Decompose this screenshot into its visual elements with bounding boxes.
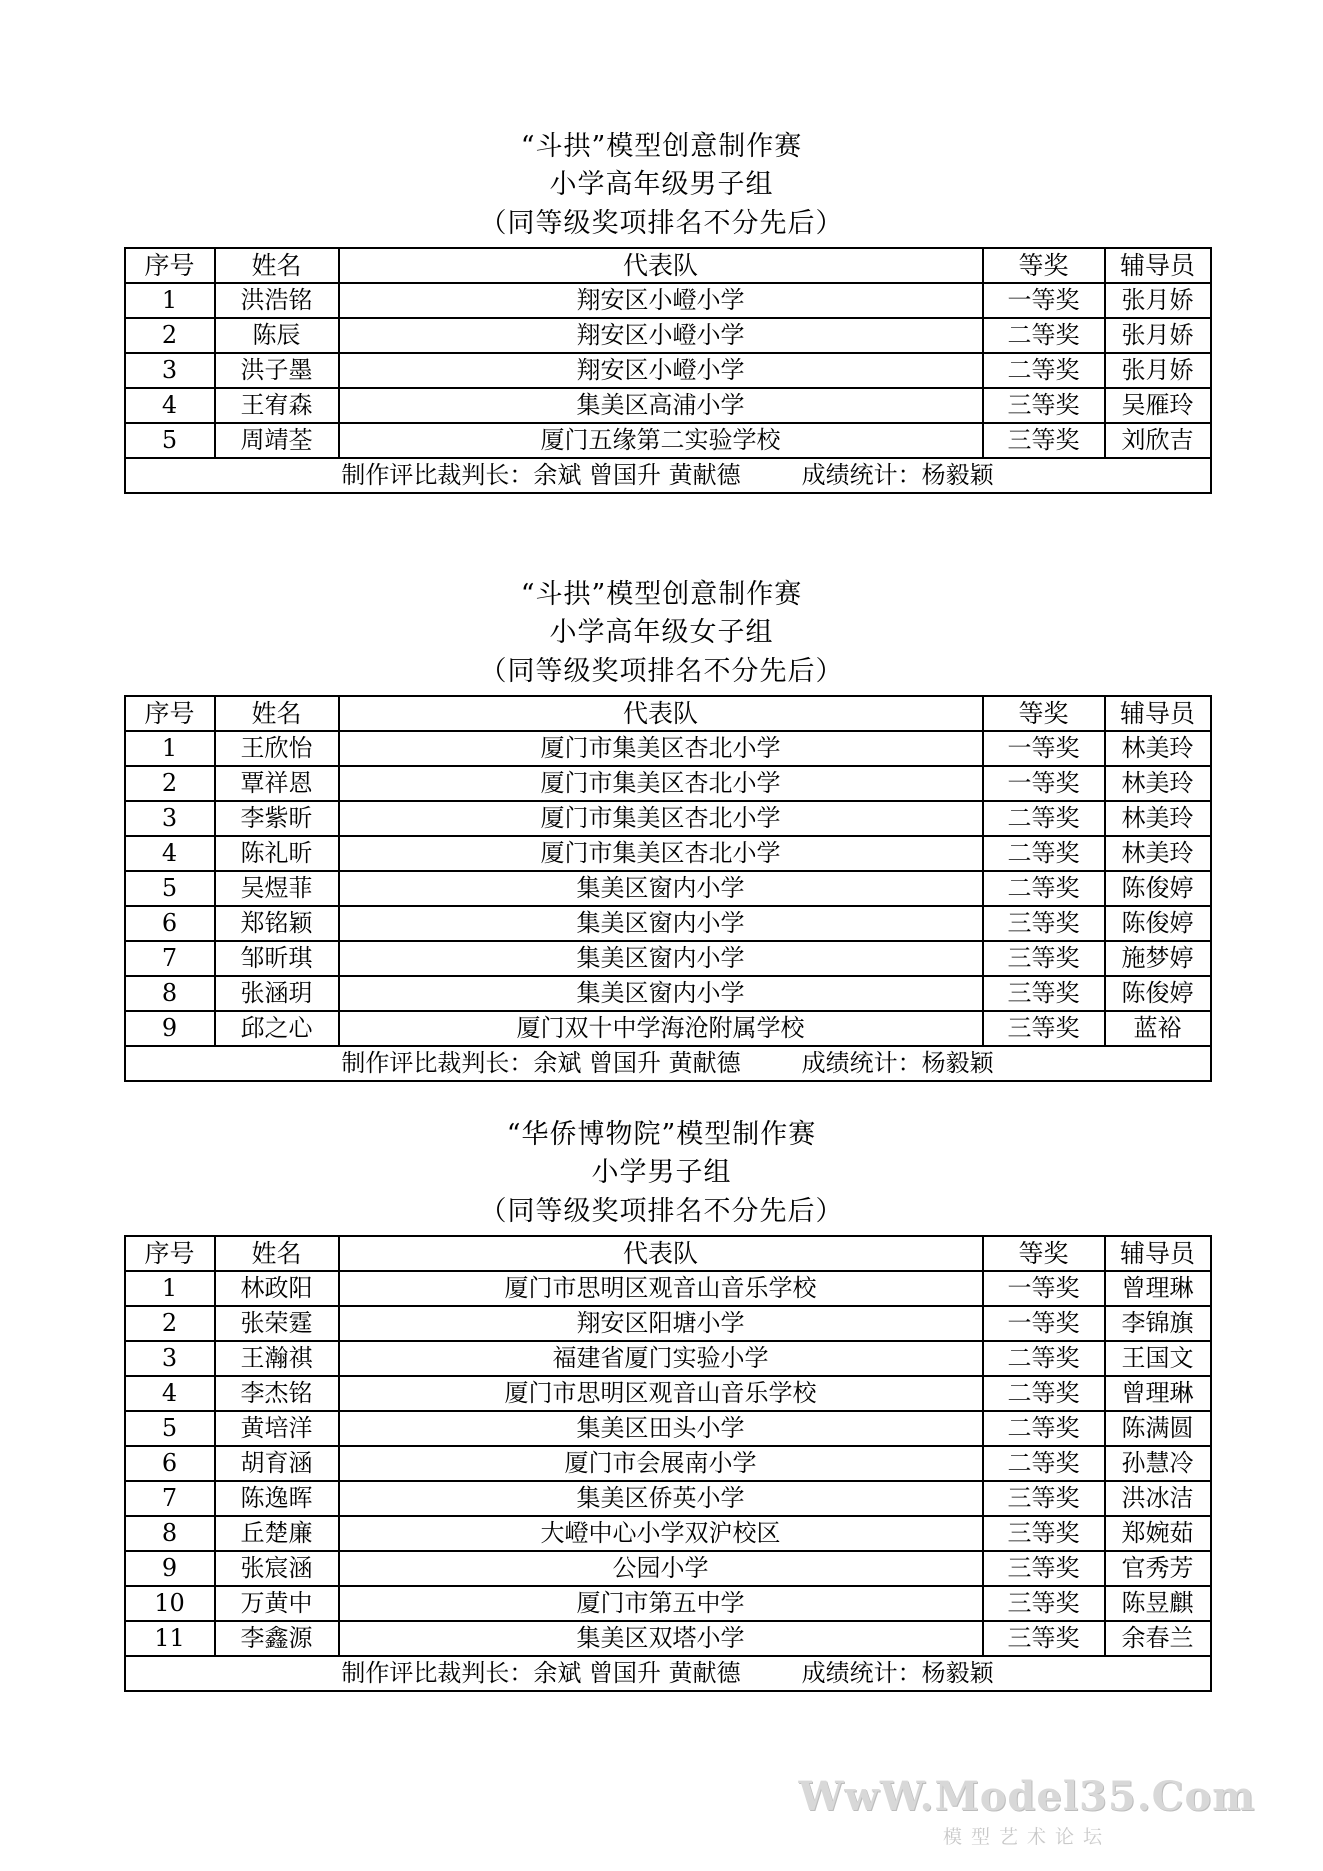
cell-name: 洪浩铭 xyxy=(215,283,339,318)
cell-coach: 曾理琳 xyxy=(1105,1376,1211,1411)
table-row xyxy=(125,906,1211,941)
cell-name: 周靖荃 xyxy=(215,423,339,458)
cell-coach: 林美玲 xyxy=(1105,731,1211,766)
cell-index: 5 xyxy=(125,423,215,458)
cell-award: 三等奖 xyxy=(983,976,1105,1011)
cell-name: 丘楚廉 xyxy=(215,1516,339,1551)
cell-name: 万黄中 xyxy=(215,1586,339,1621)
judges-note xyxy=(125,1656,1211,1691)
column-header-team: 代表队 xyxy=(339,1236,983,1271)
cell-name: 陈辰 xyxy=(215,318,339,353)
table-row xyxy=(125,1446,1211,1481)
cell-coach: 施梦婷 xyxy=(1105,941,1211,976)
cell-award: 一等奖 xyxy=(983,1306,1105,1341)
cell-award: 三等奖 xyxy=(983,941,1105,976)
cell-name: 邱之心 xyxy=(215,1011,339,1046)
table-row xyxy=(125,871,1211,906)
section-2-titles xyxy=(124,576,1200,691)
cell-team: 集美区窗内小学 xyxy=(339,941,983,976)
section-3-title-line-1: “华侨博物院”模型制作赛 xyxy=(506,1118,817,1150)
section-gap-1 xyxy=(0,494,1323,576)
table-row xyxy=(125,1481,1211,1516)
section-2-title-line-1: “斗拱”模型创意制作赛 xyxy=(520,578,803,610)
cell-award: 二等奖 xyxy=(983,801,1105,836)
cell-award: 三等奖 xyxy=(983,423,1105,458)
table-row xyxy=(125,1011,1211,1046)
cell-team: 集美区窗内小学 xyxy=(339,906,983,941)
cell-coach: 官秀芳 xyxy=(1105,1551,1211,1586)
table-row xyxy=(125,801,1211,836)
cell-index: 8 xyxy=(125,976,215,1011)
cell-name: 张涵玥 xyxy=(215,976,339,1011)
cell-team: 福建省厦门实验小学 xyxy=(339,1341,983,1376)
cell-name: 李紫昕 xyxy=(215,801,339,836)
cell-index: 2 xyxy=(125,1306,215,1341)
cell-index: 2 xyxy=(125,318,215,353)
cell-index: 3 xyxy=(125,353,215,388)
column-header-name: 姓名 xyxy=(215,696,339,731)
cell-award: 二等奖 xyxy=(983,1341,1105,1376)
cell-award: 二等奖 xyxy=(983,836,1105,871)
cell-coach: 张月娇 xyxy=(1105,318,1211,353)
cell-team: 厦门市会展南小学 xyxy=(339,1446,983,1481)
cell-index: 9 xyxy=(125,1011,215,1046)
table-row xyxy=(125,423,1211,458)
section-3-titles xyxy=(124,1116,1200,1231)
column-header-index: 序号 xyxy=(125,1236,215,1271)
section-1-title-line-2: 小学高年级男子组 xyxy=(549,169,774,201)
cell-coach: 陈俊婷 xyxy=(1105,871,1211,906)
cell-coach: 张月娇 xyxy=(1105,283,1211,318)
cell-team: 翔安区小嶝小学 xyxy=(339,318,983,353)
table-row xyxy=(125,1341,1211,1376)
cell-name: 吴煜菲 xyxy=(215,871,339,906)
cell-name: 李杰铭 xyxy=(215,1376,339,1411)
cell-award: 三等奖 xyxy=(983,388,1105,423)
section-1-titles xyxy=(124,128,1200,243)
cell-name: 张宸涵 xyxy=(215,1551,339,1586)
cell-award: 三等奖 xyxy=(983,1551,1105,1586)
cell-name: 陈礼昕 xyxy=(215,836,339,871)
cell-index: 6 xyxy=(125,1446,215,1481)
cell-name: 王宥森 xyxy=(215,388,339,423)
cell-coach: 陈昱麒 xyxy=(1105,1586,1211,1621)
cell-index: 1 xyxy=(125,1271,215,1306)
cell-coach: 刘欣吉 xyxy=(1105,423,1211,458)
table-row xyxy=(125,1551,1211,1586)
cell-name: 胡育涵 xyxy=(215,1446,339,1481)
cell-name: 洪子墨 xyxy=(215,353,339,388)
table-row xyxy=(125,1376,1211,1411)
cell-coach: 陈俊婷 xyxy=(1105,976,1211,1011)
cell-coach: 张月娇 xyxy=(1105,353,1211,388)
table-row xyxy=(125,1621,1211,1656)
cell-award: 二等奖 xyxy=(983,353,1105,388)
section-2-title-line-2: 小学高年级女子组 xyxy=(549,617,774,649)
cell-name: 陈逸晖 xyxy=(215,1481,339,1516)
cell-team: 厦门市集美区杏北小学 xyxy=(339,731,983,766)
cell-coach: 陈俊婷 xyxy=(1105,906,1211,941)
table-row xyxy=(125,766,1211,801)
cell-index: 3 xyxy=(125,801,215,836)
cell-team: 翔安区小嶝小学 xyxy=(339,283,983,318)
cell-team: 集美区窗内小学 xyxy=(339,976,983,1011)
table-row xyxy=(125,283,1211,318)
column-header-award: 等奖 xyxy=(983,1236,1105,1271)
column-header-name: 姓名 xyxy=(215,248,339,283)
cell-index: 8 xyxy=(125,1516,215,1551)
cell-index: 4 xyxy=(125,388,215,423)
cell-team: 翔安区小嶝小学 xyxy=(339,353,983,388)
cell-coach: 林美玲 xyxy=(1105,836,1211,871)
award-table-1 xyxy=(124,247,1212,494)
cell-team: 厦门市思明区观音山音乐学校 xyxy=(339,1271,983,1306)
table-row xyxy=(125,1271,1211,1306)
cell-team: 大嶝中心小学双沪校区 xyxy=(339,1516,983,1551)
column-header-coach: 辅导员 xyxy=(1105,248,1211,283)
column-header-team: 代表队 xyxy=(339,248,983,283)
cell-name: 李鑫源 xyxy=(215,1621,339,1656)
cell-coach: 余春兰 xyxy=(1105,1621,1211,1656)
cell-team: 集美区窗内小学 xyxy=(339,871,983,906)
table-footer-row xyxy=(125,458,1211,493)
cell-index: 1 xyxy=(125,283,215,318)
cell-team: 公园小学 xyxy=(339,1551,983,1586)
cell-award: 二等奖 xyxy=(983,1411,1105,1446)
cell-index: 3 xyxy=(125,1341,215,1376)
judges-note-text: 制作评比裁判长：余斌 曾国升 黄献德 成绩统计：杨毅颖 xyxy=(341,1658,994,1687)
award-section-2 xyxy=(124,576,1200,1082)
cell-index: 11 xyxy=(125,1621,215,1656)
cell-index: 5 xyxy=(125,1411,215,1446)
column-header-award: 等奖 xyxy=(983,248,1105,283)
column-header-index: 序号 xyxy=(125,248,215,283)
table-header-row xyxy=(125,1236,1211,1271)
cell-award: 三等奖 xyxy=(983,1586,1105,1621)
table-row xyxy=(125,836,1211,871)
cell-coach: 蓝裕 xyxy=(1105,1011,1211,1046)
cell-coach: 孙慧冷 xyxy=(1105,1446,1211,1481)
judges-note-text: 制作评比裁判长：余斌 曾国升 黄献德 成绩统计：杨毅颖 xyxy=(341,460,994,489)
cell-index: 10 xyxy=(125,1586,215,1621)
table-row xyxy=(125,388,1211,423)
cell-team: 厦门双十中学海沧附属学校 xyxy=(339,1011,983,1046)
cell-index: 7 xyxy=(125,1481,215,1516)
table-row xyxy=(125,731,1211,766)
cell-coach: 林美玲 xyxy=(1105,801,1211,836)
column-header-name: 姓名 xyxy=(215,1236,339,1271)
cell-index: 9 xyxy=(125,1551,215,1586)
watermark xyxy=(767,1773,1287,1849)
table-row xyxy=(125,353,1211,388)
column-header-award: 等奖 xyxy=(983,696,1105,731)
cell-award: 一等奖 xyxy=(983,731,1105,766)
award-section-1 xyxy=(124,128,1200,494)
cell-award: 二等奖 xyxy=(983,871,1105,906)
cell-award: 三等奖 xyxy=(983,1516,1105,1551)
cell-award: 一等奖 xyxy=(983,766,1105,801)
cell-index: 7 xyxy=(125,941,215,976)
cell-coach: 林美玲 xyxy=(1105,766,1211,801)
watermark-forum-text: 模型艺术论坛 xyxy=(942,1826,1111,1848)
section-1-title-line-3: （同等级奖项排名不分先后） xyxy=(479,207,844,239)
cell-award: 三等奖 xyxy=(983,906,1105,941)
cell-award: 三等奖 xyxy=(983,1011,1105,1046)
cell-coach: 曾理琳 xyxy=(1105,1271,1211,1306)
cell-team: 厦门市第五中学 xyxy=(339,1586,983,1621)
section-3-title-line-3: （同等级奖项排名不分先后） xyxy=(479,1195,844,1227)
cell-team: 厦门市集美区杏北小学 xyxy=(339,766,983,801)
award-table-2 xyxy=(124,695,1212,1082)
cell-team: 厦门市思明区观音山音乐学校 xyxy=(339,1376,983,1411)
table-footer-row xyxy=(125,1656,1211,1691)
column-header-index: 序号 xyxy=(125,696,215,731)
top-margin xyxy=(0,0,1323,128)
section-1-title-line-1: “斗拱”模型创意制作赛 xyxy=(520,131,803,162)
cell-name: 王欣怡 xyxy=(215,731,339,766)
cell-award: 二等奖 xyxy=(983,1376,1105,1411)
cell-team: 厦门五缘第二实验学校 xyxy=(339,423,983,458)
table-footer-row xyxy=(125,1046,1211,1081)
cell-coach: 王国文 xyxy=(1105,1341,1211,1376)
cell-award: 二等奖 xyxy=(983,318,1105,353)
cell-team: 集美区侨英小学 xyxy=(339,1481,983,1516)
cell-coach: 洪冰洁 xyxy=(1105,1481,1211,1516)
cell-name: 郑铭颖 xyxy=(215,906,339,941)
award-table-3 xyxy=(124,1235,1212,1692)
judges-note xyxy=(125,1046,1211,1081)
cell-coach: 吴雁玲 xyxy=(1105,388,1211,423)
cell-name: 覃祥恩 xyxy=(215,766,339,801)
table-row xyxy=(125,1516,1211,1551)
judges-note-text: 制作评比裁判长：余斌 曾国升 黄献德 成绩统计：杨毅颖 xyxy=(341,1048,994,1077)
cell-team: 厦门市集美区杏北小学 xyxy=(339,836,983,871)
judges-note xyxy=(125,458,1211,493)
cell-award: 二等奖 xyxy=(983,1446,1105,1481)
column-header-coach: 辅导员 xyxy=(1105,1236,1211,1271)
table-row xyxy=(125,1586,1211,1621)
cell-coach: 陈满圆 xyxy=(1105,1411,1211,1446)
cell-index: 1 xyxy=(125,731,215,766)
table-row xyxy=(125,941,1211,976)
cell-award: 三等奖 xyxy=(983,1481,1105,1516)
section-3-title-line-2: 小学男子组 xyxy=(591,1157,732,1189)
cell-coach: 李锦旗 xyxy=(1105,1306,1211,1341)
section-gap-2 xyxy=(0,1082,1323,1116)
cell-name: 邹昕琪 xyxy=(215,941,339,976)
table-row xyxy=(125,318,1211,353)
table-row xyxy=(125,976,1211,1011)
cell-team: 集美区高浦小学 xyxy=(339,388,983,423)
cell-award: 三等奖 xyxy=(983,1621,1105,1656)
cell-index: 4 xyxy=(125,836,215,871)
table-header-row xyxy=(125,248,1211,283)
watermark-site-text: WwW.Model35.Com xyxy=(798,1773,1256,1820)
cell-name: 张荣霆 xyxy=(215,1306,339,1341)
cell-index: 6 xyxy=(125,906,215,941)
cell-team: 翔安区阳塘小学 xyxy=(339,1306,983,1341)
column-header-team: 代表队 xyxy=(339,696,983,731)
cell-team: 集美区田头小学 xyxy=(339,1411,983,1446)
table-header-row xyxy=(125,696,1211,731)
cell-team: 集美区双塔小学 xyxy=(339,1621,983,1656)
section-2-title-line-3: （同等级奖项排名不分先后） xyxy=(479,655,844,687)
table-row xyxy=(125,1306,1211,1341)
cell-index: 5 xyxy=(125,871,215,906)
cell-name: 林政阳 xyxy=(215,1271,339,1306)
table-row xyxy=(125,1411,1211,1446)
cell-index: 4 xyxy=(125,1376,215,1411)
award-section-3 xyxy=(124,1116,1200,1692)
cell-name: 王瀚祺 xyxy=(215,1341,339,1376)
cell-award: 一等奖 xyxy=(983,1271,1105,1306)
cell-name: 黄培洋 xyxy=(215,1411,339,1446)
cell-award: 一等奖 xyxy=(983,283,1105,318)
cell-coach: 郑婉茹 xyxy=(1105,1516,1211,1551)
cell-team: 厦门市集美区杏北小学 xyxy=(339,801,983,836)
column-header-coach: 辅导员 xyxy=(1105,696,1211,731)
cell-index: 2 xyxy=(125,766,215,801)
